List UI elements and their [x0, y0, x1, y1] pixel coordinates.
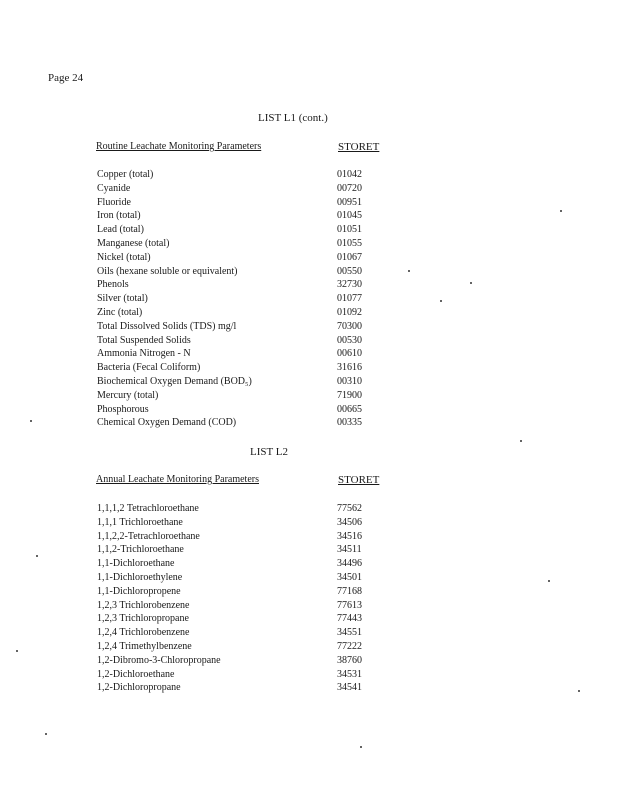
parameter-name: Chemical Oxygen Demand (COD): [97, 417, 237, 429]
parameter-name: Oils (hexane soluble or equivalent): [97, 265, 238, 277]
scan-speck: [408, 270, 410, 272]
parameter-name: Fluoride: [97, 196, 131, 208]
parameter-name: Silver (total): [97, 293, 148, 305]
storet-code: 34511: [337, 544, 362, 556]
storet-code: 01045: [337, 210, 362, 222]
scan-speck: [16, 650, 18, 652]
storet-code: 70300: [337, 320, 362, 332]
storet-code: 01051: [337, 224, 362, 236]
parameter-name: 1,1-Dichloroethylene: [97, 571, 183, 583]
scan-speck: [560, 210, 562, 212]
storet-code: 00951: [337, 196, 362, 208]
parameter-name: 1,2,3 Trichloropropane: [97, 613, 189, 625]
storet-code: 77562: [337, 503, 362, 514]
scan-speck: [360, 746, 362, 748]
storet-code: 01067: [337, 251, 362, 263]
parameter-name: 1,1,2,2-Tetrachloroethane: [97, 530, 200, 542]
parameter-name: Total Suspended Solids: [97, 334, 191, 346]
parameter-name: Ammonia Nitrogen - N: [97, 348, 191, 360]
storet-code: 00550: [337, 265, 362, 277]
parameter-name: 1,1-Dichloroethane: [97, 558, 175, 570]
storet-code: 00610: [337, 348, 362, 360]
parameter-name: Nickel (total): [97, 251, 151, 263]
scan-speck: [470, 282, 472, 284]
storet-code: 38760: [337, 654, 362, 666]
parameter-name: 1,1-Dichloropropene: [97, 585, 181, 597]
parameter-name: Total Dissolved Solids (TDS) mg/l: [97, 320, 237, 332]
list-l2-header-param: Annual Leachate Monitoring Parameters: [96, 474, 259, 485]
scan-speck: [30, 420, 32, 422]
parameter-name: Bacteria (Fecal Coliform): [97, 362, 201, 374]
parameter-name: 1,1,2-Trichloroethane: [97, 544, 184, 556]
storet-code: 01042: [337, 169, 362, 180]
storet-code: 77168: [337, 585, 362, 597]
scan-speck: [520, 440, 522, 442]
storet-code: 32730: [337, 279, 362, 291]
storet-code: 00530: [337, 334, 362, 346]
parameter-name: Lead (total): [97, 224, 144, 236]
storet-code: 77613: [337, 599, 362, 611]
parameter-name: Phosphorous: [97, 403, 149, 415]
scan-speck: [578, 690, 580, 692]
parameter-name: Zinc (total): [97, 306, 143, 318]
parameter-name: Manganese (total): [97, 237, 170, 249]
parameter-name: Mercury (total): [97, 389, 159, 401]
parameter-name: Iron (total): [97, 210, 141, 222]
scan-speck: [440, 300, 442, 302]
parameter-name: 1,1,1,2 Tetrachloroethane: [97, 503, 199, 514]
list-l2-title: LIST L2: [250, 446, 288, 458]
storet-code: 34531: [337, 668, 362, 680]
storet-code: 00310: [337, 375, 362, 387]
list-l1-header: [96, 141, 418, 152]
parameter-name: Copper (total): [97, 169, 154, 180]
storet-code: 01077: [337, 293, 362, 305]
storet-code: 00335: [337, 417, 362, 429]
parameter-name: 1,2,4 Trimethylbenzene: [97, 640, 192, 652]
storet-code: 34506: [337, 516, 362, 528]
storet-code: 77443: [337, 613, 362, 625]
scan-speck: [548, 580, 550, 582]
page-number: Page 24: [48, 72, 84, 84]
list-l1-header-storet: STORET: [338, 141, 380, 153]
parameter-name: 1,2-Dibromo-3-Chloropropane: [97, 654, 221, 666]
parameter-name: 1,2,4 Trichlorobenzene: [97, 627, 190, 639]
storet-code: 71900: [337, 389, 362, 401]
list-l1-title: LIST L1 (cont.): [258, 112, 328, 124]
storet-code: 00720: [337, 182, 362, 194]
storet-code: 34501: [337, 571, 362, 583]
parameter-name: 1,2,3 Trichlorobenzene: [97, 599, 190, 611]
parameter-name: 1,1,1 Trichloroethane: [97, 516, 183, 528]
storet-code: 00665: [337, 403, 362, 415]
list-l2-header-storet: STORET: [338, 474, 380, 486]
storet-code: 01092: [337, 306, 362, 318]
storet-code: 34541: [337, 682, 362, 694]
parameter-name: Cyanide: [97, 182, 131, 194]
scan-speck: [36, 555, 38, 557]
parameter-name: Phenols: [97, 279, 129, 291]
storet-code: 01055: [337, 237, 362, 249]
parameter-name: 1,2-Dichloroethane: [97, 668, 175, 680]
scan-speck: [45, 733, 47, 735]
parameter-name: 1,2-Dichloropropane: [97, 682, 181, 694]
parameter-name: Biochemical Oxygen Demand (BOD₅): [97, 375, 252, 387]
storet-code: 31616: [337, 362, 362, 374]
list-l1-header-param: Routine Leachate Monitoring Parameters: [96, 141, 262, 152]
storet-code: 77222: [337, 640, 362, 652]
storet-code: 34516: [337, 530, 362, 542]
storet-code: 34551: [337, 627, 362, 639]
list-l2-header: [96, 474, 418, 485]
storet-code: 34496: [337, 558, 362, 570]
